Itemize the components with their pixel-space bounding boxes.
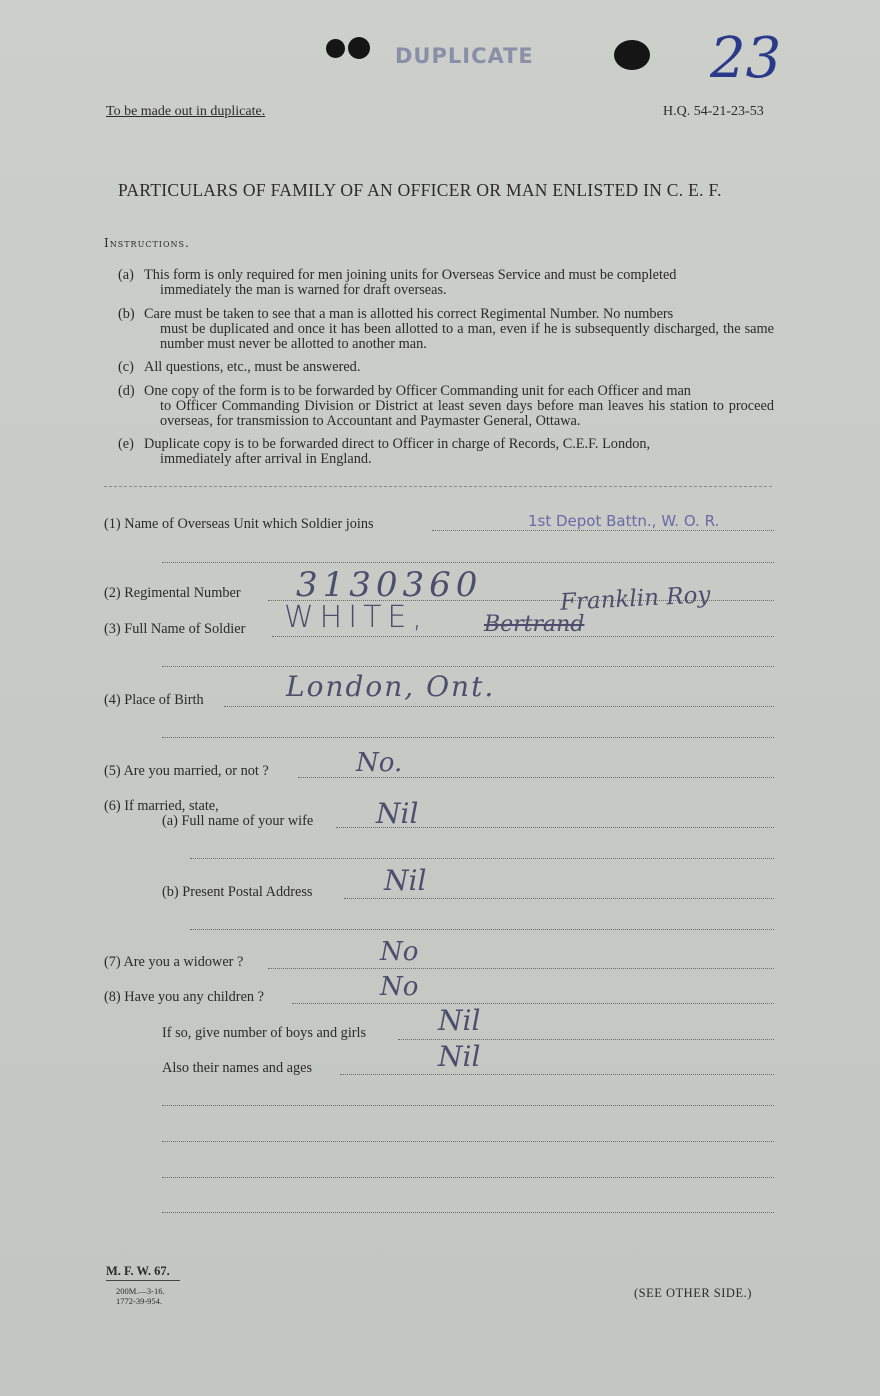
instruction-a: (a) This form is only required for men joining units for Overseas Service and must be completed immediately the man is warned for draft overseas. xyxy=(118,267,677,298)
form-title: PARTICULARS OF FAMILY OF AN OFFICER OR MAN ENLISTED IN C. E. F. xyxy=(118,180,722,200)
q6a-answer: Nil xyxy=(376,797,419,830)
q1-extra-line xyxy=(162,562,774,563)
section-divider xyxy=(104,486,772,487)
q6b-answer: Nil xyxy=(384,864,427,897)
blank-line-3 xyxy=(162,1177,774,1178)
q8-names-label: Also their names and ages xyxy=(162,1060,313,1076)
blank-line-4 xyxy=(162,1212,774,1213)
q6b-extra-line xyxy=(190,929,774,930)
duplicate-stamp: DUPLICATE xyxy=(395,44,534,68)
q8-boys-girls-label: If so, give number of boys and girls xyxy=(162,1025,367,1041)
q4-extra-line xyxy=(162,737,774,738)
q7-answer: No xyxy=(380,937,419,967)
q3-struck-name: Bertrand xyxy=(484,612,585,637)
instruction-c: (c) All questions, etc., must be answered. xyxy=(118,359,361,375)
q8-answer: No xyxy=(380,972,419,1002)
q8-names-answer: Nil xyxy=(438,1040,481,1073)
punch-hole-left-1 xyxy=(326,39,345,58)
instructions-heading: Instructions. xyxy=(104,236,190,250)
q2-label: (2) Regimental Number xyxy=(104,585,241,601)
q1-answer-line xyxy=(432,530,774,531)
page-number: 23 xyxy=(710,26,782,91)
see-other-side: (SEE OTHER SIDE.) xyxy=(634,1286,752,1300)
form-number: M. F. W. 67. xyxy=(106,1264,170,1278)
print-info xyxy=(116,1286,165,1306)
print-line-2: 1772-39-954. xyxy=(116,1296,163,1306)
q4-answer-line xyxy=(224,706,774,707)
q6b-answer-line xyxy=(344,898,774,899)
duplicate-note: To be made out in duplicate. xyxy=(106,104,266,119)
q8-names-line xyxy=(340,1074,774,1075)
q3-label: (3) Full Name of Soldier xyxy=(104,621,246,637)
instruction-b: (b) Care must be taken to see that a man is allotted his correct Regimental Number. No numbers must be duplicated and once it has been allotted to a man, even if he is subsequently discharged, the same number must never be allotted to another man. xyxy=(118,306,774,352)
q8-answer-line xyxy=(292,1003,774,1004)
blank-line-2 xyxy=(162,1141,774,1142)
q4-answer: London, Ont. xyxy=(286,670,496,703)
punch-hole-right xyxy=(614,40,650,70)
q8-label: (8) Have you any children ? xyxy=(104,989,264,1005)
form-number-rule xyxy=(106,1280,180,1281)
q6-label: (6) If married, state, xyxy=(104,798,219,814)
hq-number: H.Q. 54-21-23-53 xyxy=(663,104,764,119)
print-line-1: 200M.—3-16. xyxy=(116,1286,165,1296)
q5-answer: No. xyxy=(356,748,403,778)
q2-answer: 3130360 xyxy=(296,565,483,605)
punch-hole-left-2 xyxy=(348,37,370,59)
q3-given-names: Franklin Roy xyxy=(559,582,711,616)
q4-label: (4) Place of Birth xyxy=(104,692,204,708)
q6b-label: (b) Present Postal Address xyxy=(162,884,313,900)
q1-label: (1) Name of Overseas Unit which Soldier joins xyxy=(104,516,374,532)
q8-boys-girls-answer: Nil xyxy=(438,1004,481,1037)
blank-line-1 xyxy=(162,1105,774,1106)
q7-label: (7) Are you a widower ? xyxy=(104,954,244,970)
instruction-e: (e) Duplicate copy is to be forwarded direct to Officer in charge of Records, C.E.F. London, immediately after arrival in England. xyxy=(118,436,651,467)
instruction-d: (d) One copy of the form is to be forwarded by Officer Commanding unit for each Officer and man to Officer Commanding Division or District at least seven days before man leaves his station to proceed overseas, for transmission to Accountant and Paymaster General, Ottawa. xyxy=(118,383,774,429)
q5-label: (5) Are you married, or not ? xyxy=(104,763,269,779)
q7-answer-line xyxy=(268,968,774,969)
q1-answer: 1st Depot Battn., W. O. R. xyxy=(528,512,720,530)
q6a-extra-line xyxy=(190,858,774,859)
q6a-label: (a) Full name of your wife xyxy=(162,813,314,829)
q3-surname: WHITE, xyxy=(284,600,428,635)
q3-extra-line xyxy=(162,666,774,667)
